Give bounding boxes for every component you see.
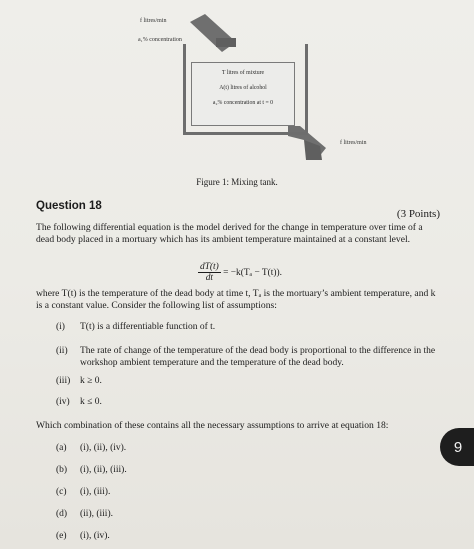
tank-contents-box <box>191 62 295 126</box>
assumption-mark: (ii) <box>56 346 68 356</box>
tank-alcohol-text: A(t) litres of alcohol <box>219 85 267 91</box>
mixing-tank-figure <box>0 0 474 190</box>
page-number-badge: 9 <box>440 428 474 466</box>
question-prompt: Which combination of these contains all the necessary assumptions to arrive at equation 18: <box>36 420 389 431</box>
option-mark: (d) <box>56 509 68 519</box>
inflow-concentration-label: a₁% concentration <box>138 37 182 43</box>
assumption-text: T(t) is a differentiable function of t. <box>80 322 216 332</box>
tank-volume-text: T litres of mixture <box>221 70 265 76</box>
option-mark: (a) <box>56 443 67 453</box>
differential-equation <box>198 262 282 283</box>
assumption-mark: (i) <box>56 322 65 332</box>
question-where-text: where T(t) is the temperature of the dead body at time t, Tₐ is the mortuary’s ambient temperature, and k is a constant value. Consider the following list of assumptions: <box>36 288 436 312</box>
equation-rhs: = −k(Tₐ − T(t)). <box>223 267 282 278</box>
assumption-text: k ≤ 0. <box>80 397 102 407</box>
option-text: (i), (iii). <box>80 487 111 497</box>
option-mark: (b) <box>56 465 68 475</box>
equation-fraction <box>198 262 221 283</box>
question-points: (3 Points) <box>396 208 440 220</box>
equation-denominator: dt <box>205 273 214 283</box>
option-text: (i), (iv). <box>80 531 110 541</box>
tank-concentration-text: a₂% concentration at t = 0 <box>212 100 274 106</box>
equation-numerator: dT(t) <box>200 262 219 272</box>
question-intro: The following differential equation is the model derived for the change in temperature over time of a dead body placed in a mortuary which has its ambient temperature maintained at a constant level. <box>36 222 423 246</box>
option-mark: (e) <box>56 531 67 541</box>
assumption-text: The rate of change of the temperature of the dead body is proportional to the difference in the workshop ambient temperature and the temperature of the dead body. <box>80 346 436 368</box>
assumption-text: k ≥ 0. <box>80 376 102 386</box>
assumption-mark: (iv) <box>56 397 70 407</box>
figure-caption: Figure 1: Mixing tank. <box>196 177 278 187</box>
question-title: Question 18 <box>36 200 102 212</box>
outflow-rate-label: f litres/min <box>340 140 367 146</box>
option-text: (i), (ii), (iii). <box>80 465 127 475</box>
option-text: (i), (ii), (iv). <box>80 443 127 453</box>
option-mark: (c) <box>56 487 67 497</box>
inflow-rate-label: f litres/min <box>140 18 167 24</box>
option-text: (ii), (iii). <box>80 509 113 519</box>
assumption-mark: (iii) <box>56 376 71 386</box>
